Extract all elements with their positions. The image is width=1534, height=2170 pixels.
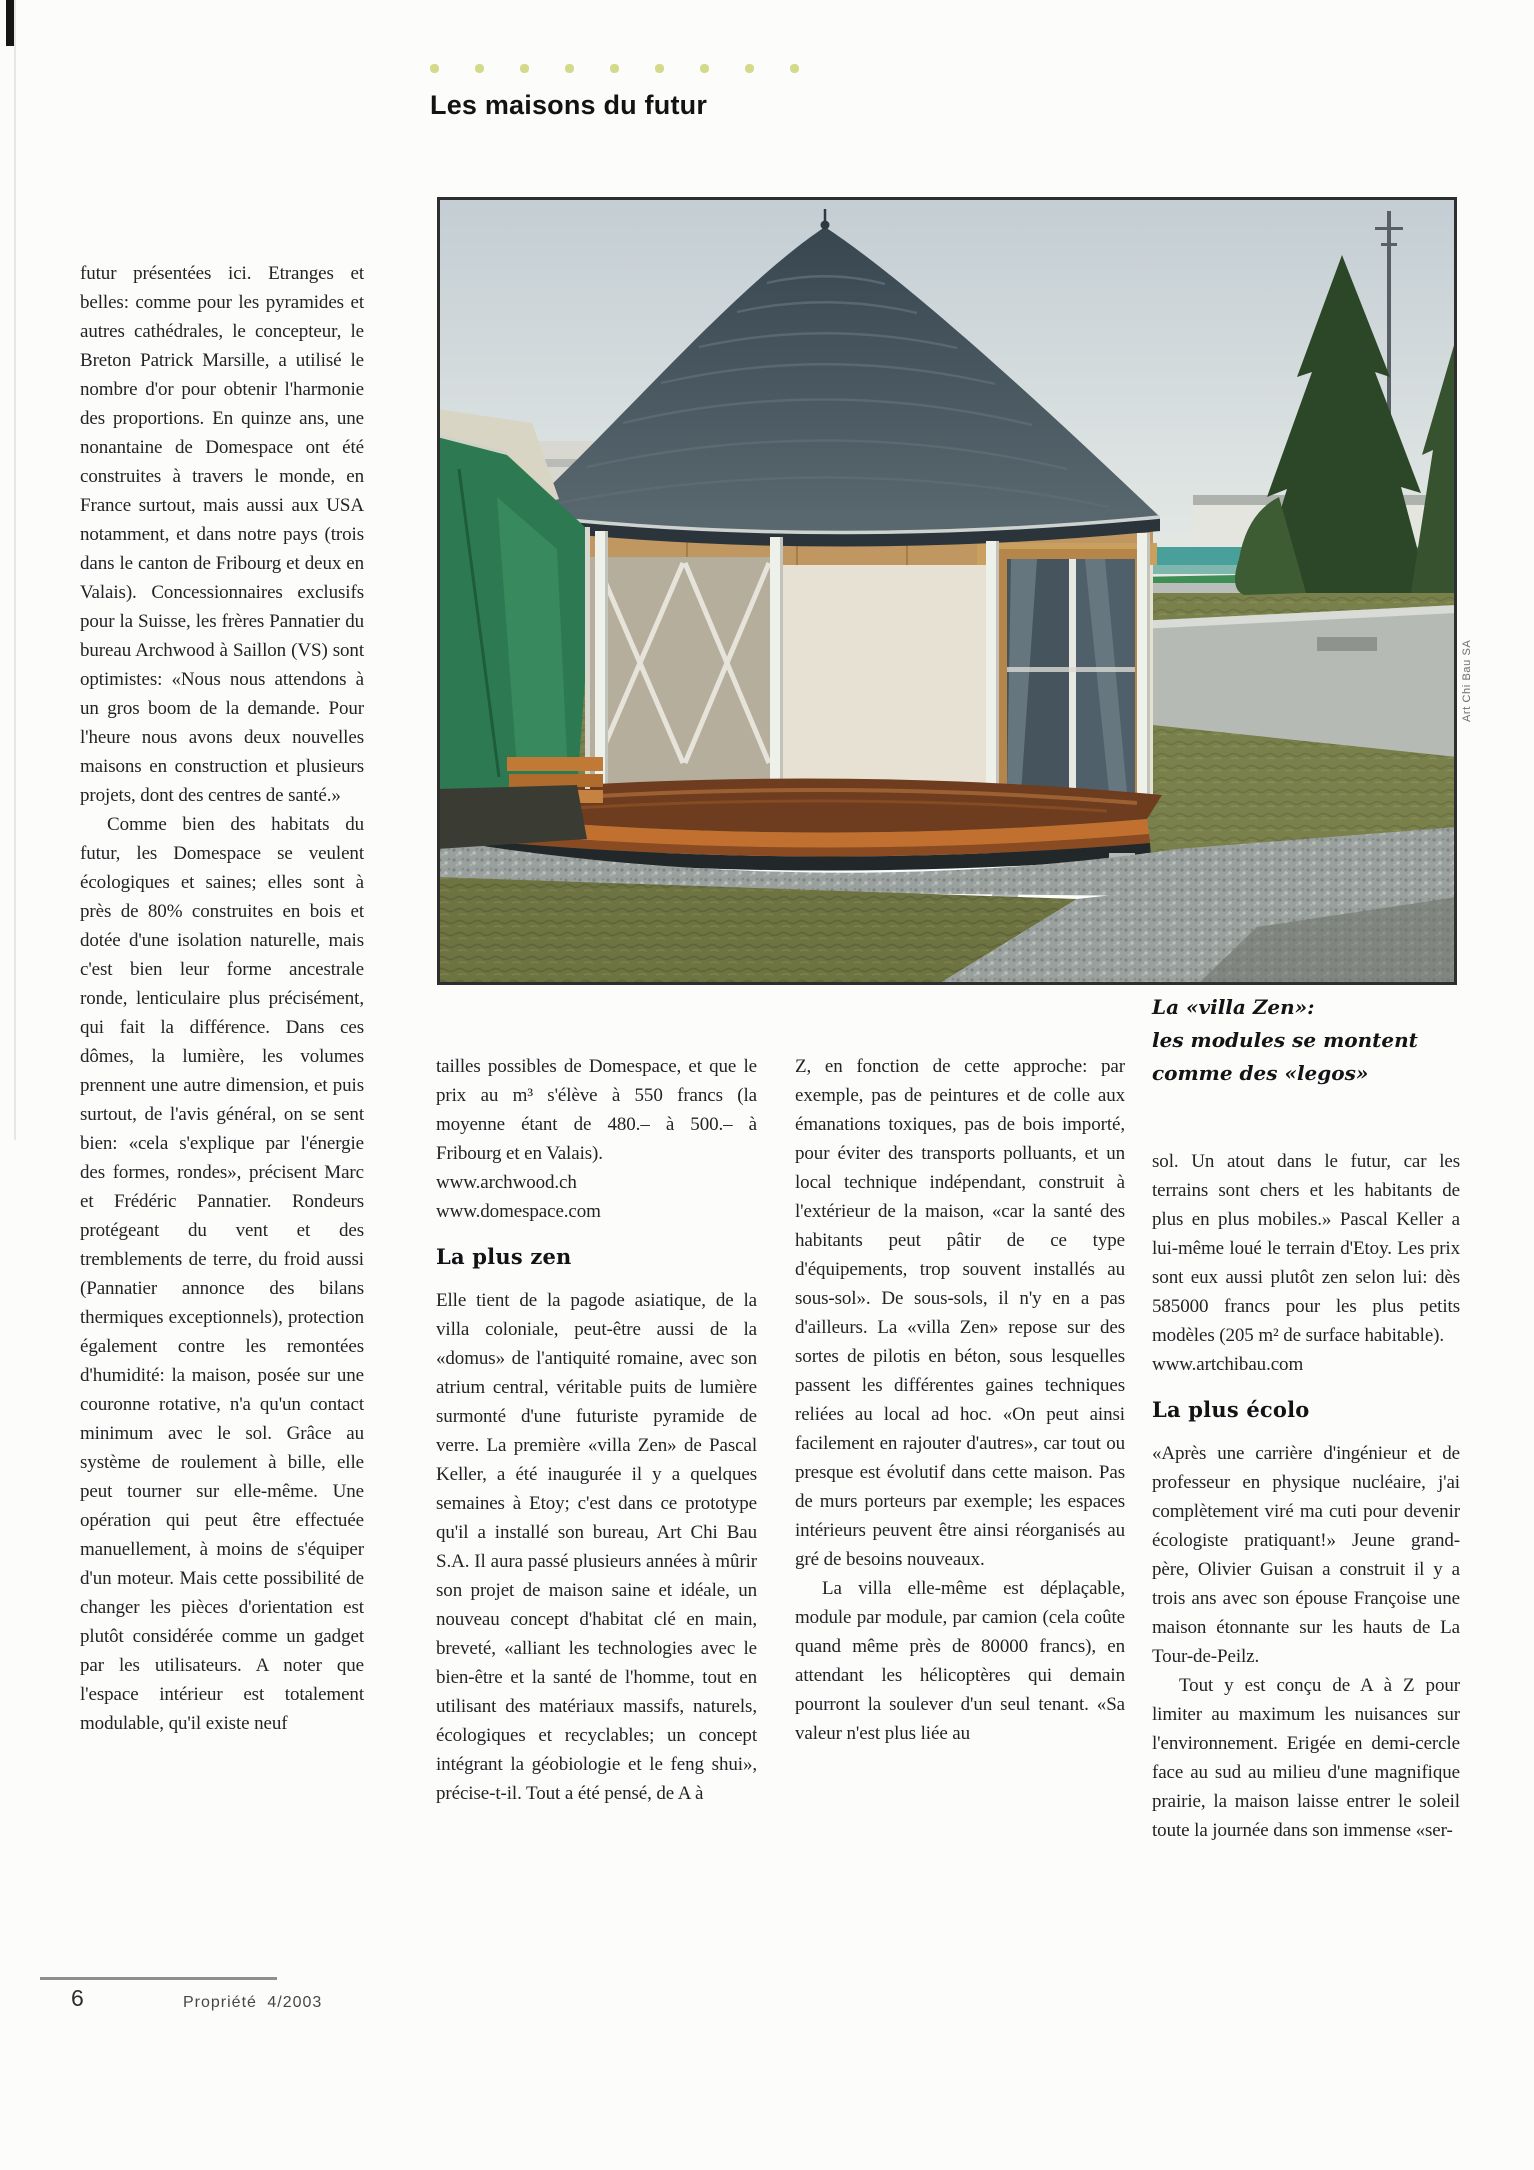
paragraph: futur présentées ici. Etranges et belles: comme pour les pyramides et autres cathédrales, le concepteur, le Breton Patrick Marsille, a utilisé le nombre d'or pour obtenir l'harmonie des proportions. En quinze ans, une nonantaine de Domespace ont été construites à travers le monde, en France surtout, mais aussi aux USA notamment, et dans notre pays (trois dans le canton de Fribourg et deux en Valais). Concessionnaires exclusifs pour la Suisse, les frères Pannatier du bureau Archwood à Saillon (VS) sont optimistes: «Nous nous attendons à un gros boom de la demande. Pour l'heure nous avons deux nouvelles maisons en construction et plusieurs projets, dont des centres de santé.» xyxy=(80,263,364,806)
paragraph: La villa elle-même est déplaçable, module par module, par camion (cela coûte quand même près de 80000 francs), en attendant les hélicoptères qui demain pourront la soulever d'un seul tenant. «Sa valeur n'est plus liée au xyxy=(795,1578,1125,1744)
page-number: 6 xyxy=(71,1985,84,2011)
dot xyxy=(745,64,754,73)
caption-line: comme des «legos» xyxy=(1152,1061,1369,1085)
paragraph: Tout y est conçu de A à Z pour limiter au maximum les nuisances sur l'environnement. Erigée en demi-cercle face au sud au milieu d'une magnifique prairie, la maison laisse entrer le soleil toute la journée dans son immense «ser- xyxy=(1152,1675,1460,1841)
photo-credit: Art Chi Bau SA xyxy=(1461,639,1473,722)
url-archwood: www.archwood.ch xyxy=(436,1172,577,1193)
dot xyxy=(610,64,619,73)
article-column-4 xyxy=(1152,1147,1460,1845)
photo-caption xyxy=(1152,991,1457,1090)
paragraph: «Après une carrière d'ingénieur et de professeur en physique nucléaire, j'ai complètement viré ma cuti pour devenir écologiste pratiquant!» Jeune grand-père, Olivier Guisan a construit il y a trois ans avec son épouse Françoise une maison étonnante sur les hauts de La Tour-de-Peilz. xyxy=(1152,1443,1460,1667)
paragraph: Z, en fonction de cette approche: par exemple, pas de peintures et de colle aux émanations toxiques, pas de bois importé, pour éviter des transports polluants, et un local technique indépendant, construit à l'extérieur de la maison, «car la santé des habitants peut pâtir de ce type d'équipements, trop souvent installés au sous-sol». De sous-sols, il n'y en a pas d'ailleurs. La «villa Zen» repose sur des sortes de pilotis en béton, sous lesquelles passent les différentes gaines techniques reliées au local ad hoc. «On peut ainsi facilement en rajouter d'autres», car tout ou presque est évolutif dans cette maison. Pas de murs porteurs par exemple; les espaces intérieurs peuvent être ainsi réorganisés au gré de besoins nouveaux. xyxy=(795,1056,1125,1570)
dot xyxy=(790,64,799,73)
dot xyxy=(655,64,664,73)
page-title: Les maisons du futur xyxy=(430,90,708,120)
url-domespace: www.domespace.com xyxy=(436,1201,601,1222)
url-artchibau: www.artchibau.com xyxy=(1152,1354,1304,1375)
subheading-la-plus-ecolo: La plus écolo xyxy=(1152,1397,1310,1422)
scan-artifact-line xyxy=(14,0,16,1140)
dot xyxy=(700,64,709,73)
footer-rule xyxy=(40,1977,277,1980)
subheading-la-plus-zen: La plus zen xyxy=(436,1244,572,1269)
caption-line: les modules se montent xyxy=(1152,1028,1418,1052)
dot xyxy=(520,64,529,73)
paragraph: tailles possibles de Domespace, et que le prix au m³ s'élève à 550 francs (la moyenne étant de 480.– à 500.– à Fribourg et en Valais). xyxy=(436,1056,757,1164)
article-column-3 xyxy=(795,1052,1125,1748)
paragraph: sol. Un atout dans le futur, car les terrains sont chers et les habitants de plus en plus mobiles.» Pascal Keller a lui-même loué le terrain d'Etoy. Les prix sont eux aussi plutôt zen selon lui: dès 585000 francs pour les plus petits modèles (205 m² de surface habitable). xyxy=(1152,1151,1460,1346)
magazine-issue: Propriété 4/2003 xyxy=(183,1994,323,2011)
article-column-2 xyxy=(436,1052,757,1808)
dot xyxy=(430,64,439,73)
glass-doors xyxy=(977,543,1157,801)
paragraph: Comme bien des habitats du futur, les Domespace se veulent écologiques et saines; elles sont à près de 80% construites en bois et dotée d'une isolation naturelle, mais c'est bien leur forme ancestrale ronde, lenticulaire plus précisément, qui fait la différence. Dans ces dômes, la lumière, les volumes prennent une autre dimension, et puis surtout, de l'avis général, on se sent bien: «cela s'explique par l'énergie des formes, rondes», précisent Marc et Frédéric Pannatier. Rondeurs protégeant du vent et des tremblements de terre, du froid aussi (Pannatier annonce des bilans thermiques exceptionnels), protection également contre les remontées d'humidité: la maison, posée sur une couronne rotative, n'a qu'un contact minimum avec le sol. Grâce au système de roulement à bille, elle peut tourner sur elle-même. Une opération qui peut être effectuée manuellement, à moins de s'équiper d'un moteur. Mais cette possibilité de changer les pièces d'orientation est plutôt considérée comme un gadget par les utilisateurs. A noter que l'espace intérieur est totalement modulable, qu'il existe neuf xyxy=(80,814,364,1734)
dot xyxy=(475,64,484,73)
caption-line: La «villa Zen»: xyxy=(1152,995,1315,1019)
villa-zen-photo-illustration xyxy=(437,197,1457,985)
article-column-1 xyxy=(80,259,364,1738)
villa-zen-photo xyxy=(437,197,1457,985)
paragraph: Elle tient de la pagode asiatique, de la villa coloniale, peut-être aussi de la «domus» de l'antiquité romaine, avec son atrium central, véritable puits de lumière surmonté d'une futuriste pyramide de verre. La première «villa Zen» de Pascal Keller, a été inaugurée il y a quelques semaines à Etoy; c'est dans ce prototype qu'il a installé son bureau, Art Chi Bau S.A. Il aura passé plusieurs années à mûrir son projet de maison saine et idéale, un nouveau concept d'habitat clé en main, breveté, «alliant les technologies avec le bien-être et la santé de l'homme, tout en utilisant des matériaux massifs, naturels, écologiques et recyclables; un concept intégrant la géobiologie et le feng shui», précise-t-il. Tout a été pensé, de A à xyxy=(436,1290,757,1804)
dot xyxy=(565,64,574,73)
header-dots xyxy=(430,64,799,73)
